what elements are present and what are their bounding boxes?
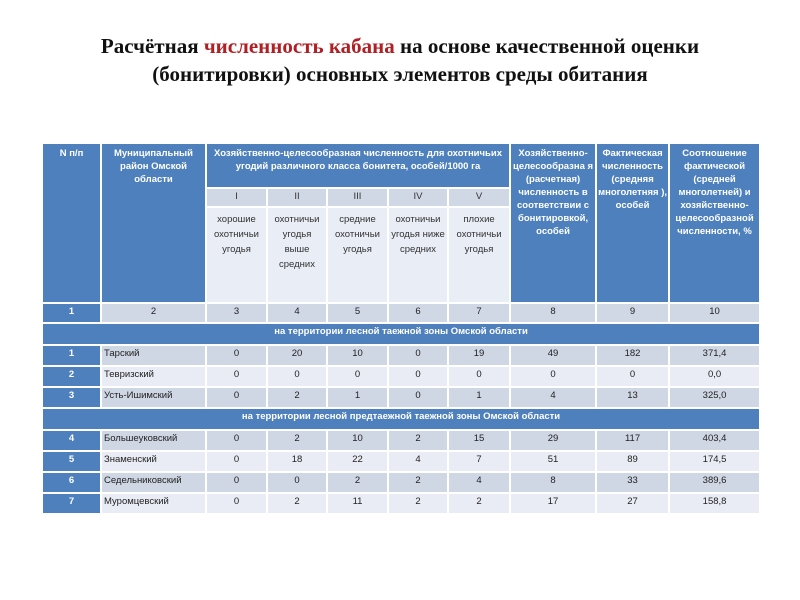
cell-class-4: 2 [388, 430, 448, 451]
class-desc: плохие охотничьи угодья [448, 207, 510, 303]
cell-class-2: 2 [267, 493, 327, 514]
title-part2: на основе качественной оценки [394, 34, 700, 58]
cell-class-4: 2 [388, 472, 448, 493]
district-name: Тевризский [101, 366, 206, 387]
cell-class-1: 0 [206, 387, 267, 408]
column-number: 6 [388, 303, 448, 323]
table-row [42, 387, 760, 408]
row-number: 2 [42, 366, 101, 387]
cell-class-5: 7 [448, 451, 510, 472]
table-row [42, 430, 760, 451]
district-name: Седельниковский [101, 472, 206, 493]
class-roman: II [267, 188, 327, 207]
class-desc: средние охотничьи угодья [327, 207, 388, 303]
cell-calc: 8 [510, 472, 596, 493]
cell-ratio: 325,0 [669, 387, 760, 408]
header-calc: Хозяйственно-целесообразна я (расчетная) численность в соответствии с бонитировкой, особей [510, 143, 596, 303]
cell-class-4: 0 [388, 387, 448, 408]
cell-class-5: 4 [448, 472, 510, 493]
row-number: 6 [42, 472, 101, 493]
cell-actual: 182 [596, 345, 669, 366]
column-number: 3 [206, 303, 267, 323]
cell-class-2: 2 [267, 430, 327, 451]
class-desc: охотничьи угодья выше средних [267, 207, 327, 303]
header-district: Муниципальный район Омской области [101, 143, 206, 303]
district-name: Муромцевский [101, 493, 206, 514]
class-roman: I [206, 188, 267, 207]
header-class-group: Хозяйственно-целесообразная численность для охотничьих угодий различного класса бонитета, особей/1000 га [206, 143, 510, 188]
cell-ratio: 389,6 [669, 472, 760, 493]
title-line2: (бонитировки) основных элементов среды обитания [152, 62, 648, 86]
cell-actual: 117 [596, 430, 669, 451]
cell-class-4: 4 [388, 451, 448, 472]
cell-class-2: 18 [267, 451, 327, 472]
class-roman: III [327, 188, 388, 207]
cell-class-3: 22 [327, 451, 388, 472]
column-number: 4 [267, 303, 327, 323]
row-number: 1 [42, 345, 101, 366]
header-ratio: Соотношение фактической (средней многолетней) и хозяйственно-целесообразной численности, % [669, 143, 760, 303]
population-table [41, 142, 761, 515]
cell-class-2: 2 [267, 387, 327, 408]
district-name: Усть-Ишимский [101, 387, 206, 408]
cell-ratio: 174,5 [669, 451, 760, 472]
cell-class-5: 1 [448, 387, 510, 408]
row-number: 4 [42, 430, 101, 451]
district-name: Знаменский [101, 451, 206, 472]
cell-calc: 4 [510, 387, 596, 408]
cell-class-1: 0 [206, 430, 267, 451]
cell-calc: 49 [510, 345, 596, 366]
column-numbers-row [42, 303, 760, 323]
cell-class-5: 19 [448, 345, 510, 366]
column-number: 9 [596, 303, 669, 323]
class-desc: хорошие охотничьи угодья [206, 207, 267, 303]
cell-actual: 27 [596, 493, 669, 514]
column-number: 1 [42, 303, 101, 323]
class-roman: IV [388, 188, 448, 207]
cell-class-2: 0 [267, 472, 327, 493]
title-accent: численность кабана [203, 34, 395, 58]
cell-actual: 0 [596, 366, 669, 387]
table-row [42, 451, 760, 472]
cell-ratio: 0,0 [669, 366, 760, 387]
table-row [42, 345, 760, 366]
table-row [42, 493, 760, 514]
section-row [42, 408, 760, 430]
row-number: 3 [42, 387, 101, 408]
section-title: на территории лесной предтаежной таежной зоны Омской области [42, 408, 760, 430]
district-name: Большеуковский [101, 430, 206, 451]
title-part1: Расчётная [100, 34, 204, 58]
cell-calc: 17 [510, 493, 596, 514]
cell-actual: 33 [596, 472, 669, 493]
row-number: 5 [42, 451, 101, 472]
table-row [42, 472, 760, 493]
cell-ratio: 371,4 [669, 345, 760, 366]
cell-class-3: 0 [327, 366, 388, 387]
cell-class-1: 0 [206, 345, 267, 366]
cell-class-1: 0 [206, 472, 267, 493]
district-name: Тарский [101, 345, 206, 366]
column-number: 7 [448, 303, 510, 323]
cell-ratio: 403,4 [669, 430, 760, 451]
header-actual: Фактическая численность (средняя многолетняя ), особей [596, 143, 669, 303]
column-number: 8 [510, 303, 596, 323]
cell-class-5: 0 [448, 366, 510, 387]
cell-ratio: 158,8 [669, 493, 760, 514]
cell-class-3: 10 [327, 345, 388, 366]
class-roman: V [448, 188, 510, 207]
cell-class-1: 0 [206, 493, 267, 514]
cell-class-3: 10 [327, 430, 388, 451]
cell-class-4: 2 [388, 493, 448, 514]
cell-class-5: 15 [448, 430, 510, 451]
table-row [42, 366, 760, 387]
section-title: на территории лесной таежной зоны Омской области [42, 323, 760, 345]
cell-class-3: 1 [327, 387, 388, 408]
cell-actual: 89 [596, 451, 669, 472]
cell-class-4: 0 [388, 366, 448, 387]
section-row [42, 323, 760, 345]
row-number: 7 [42, 493, 101, 514]
column-number: 5 [327, 303, 388, 323]
page-title [0, 32, 800, 88]
header-num: N п/п [42, 143, 101, 303]
cell-class-3: 2 [327, 472, 388, 493]
cell-class-1: 0 [206, 451, 267, 472]
column-number: 2 [101, 303, 206, 323]
cell-class-4: 0 [388, 345, 448, 366]
cell-class-2: 0 [267, 366, 327, 387]
cell-class-3: 11 [327, 493, 388, 514]
cell-calc: 51 [510, 451, 596, 472]
cell-calc: 29 [510, 430, 596, 451]
cell-class-2: 20 [267, 345, 327, 366]
cell-calc: 0 [510, 366, 596, 387]
cell-class-1: 0 [206, 366, 267, 387]
class-desc: охотничьи угодья ниже средних [388, 207, 448, 303]
cell-actual: 13 [596, 387, 669, 408]
column-number: 10 [669, 303, 760, 323]
cell-class-5: 2 [448, 493, 510, 514]
